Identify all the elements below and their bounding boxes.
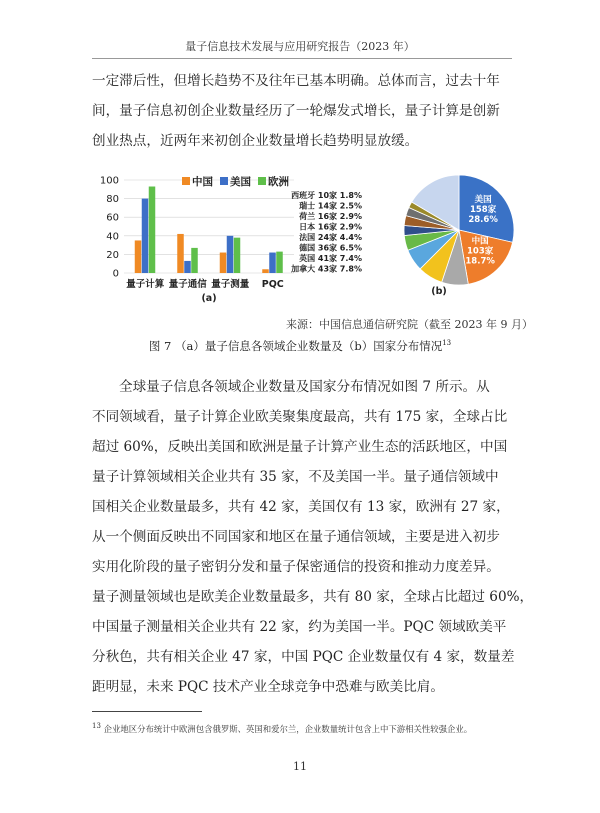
legend-label: 中国 bbox=[192, 176, 213, 188]
header-divider bbox=[92, 58, 512, 59]
legend-label: 欧洲 bbox=[268, 176, 289, 188]
legend-swatch bbox=[182, 177, 190, 185]
page-number: 11 bbox=[293, 760, 307, 773]
text-line: 距明显，未来 PQC 技术产业全球竞争中恐难与欧美比肩。 bbox=[92, 679, 444, 695]
slice-label: 28.6% bbox=[468, 214, 498, 225]
figure-caption bbox=[0, 338, 600, 354]
slice-label: 荷兰 16家 2.9% bbox=[299, 212, 362, 221]
footnote-divider bbox=[92, 711, 202, 712]
text-line: 国相关企业数量最多，共有 42 家，美国仅有 13 家，欧洲有 27 家， bbox=[92, 499, 510, 515]
bar bbox=[262, 269, 269, 273]
text-line: 中国量子测量相关企业共有 22 家，约为美国一半。PQC 领域欧美平 bbox=[92, 619, 507, 635]
intro-paragraph bbox=[92, 66, 512, 156]
bar bbox=[135, 240, 142, 273]
x-tick-label: 量子测量 bbox=[211, 279, 250, 290]
slice-label: 103家 bbox=[467, 246, 494, 257]
slice-label: 美国 bbox=[474, 194, 492, 205]
bar bbox=[269, 253, 276, 273]
footnote-mark: 13 bbox=[92, 722, 101, 730]
slice-label: 英国 41家 7.4% bbox=[299, 254, 362, 263]
legend-swatch bbox=[258, 177, 266, 185]
text-line: 超过 60%，反映出美国和欧洲是量子计算产业生态的活跃地区，中国 bbox=[92, 439, 508, 455]
panel-label: (a) bbox=[201, 293, 217, 304]
text-line: 分秋色，共有相关企业 47 家，中国 PQC 企业数量仅有 4 家，数量差 bbox=[92, 649, 515, 665]
slice-label: 西班牙 10家 1.8% bbox=[291, 191, 362, 200]
bar bbox=[191, 248, 198, 273]
y-tick-label: 80 bbox=[106, 194, 119, 206]
y-tick-label: 60 bbox=[106, 212, 119, 224]
slice-label: 瑞士 14家 2.5% bbox=[299, 201, 362, 211]
figure-source: 来源：中国信息通信研究院（截至 2023 年 9 月） bbox=[286, 318, 533, 331]
y-tick-label: 0 bbox=[112, 268, 119, 280]
y-tick-label: 40 bbox=[106, 231, 119, 243]
bar bbox=[220, 253, 227, 273]
caption-text: 图 7 （a）量子信息各领域企业数量及（b）国家分布情况 bbox=[148, 339, 443, 353]
caption-footnote-ref: 13 bbox=[442, 339, 452, 348]
slice-label: 法国 24家 4.4% bbox=[299, 233, 362, 242]
text-line: 量子测量领域也是欧美企业数量最多，共有 80 家，全球占比超过 60%， bbox=[92, 589, 534, 605]
text-line: 全球量子信息各领域企业数量及国家分布情况如图 7 所示。从 bbox=[119, 379, 490, 395]
pie-chart bbox=[290, 175, 514, 297]
bar bbox=[149, 187, 156, 273]
x-tick-label: PQC bbox=[261, 279, 284, 290]
panel-label: (b) bbox=[431, 286, 447, 297]
footnote bbox=[92, 722, 532, 735]
bar bbox=[142, 199, 149, 273]
y-tick-label: 20 bbox=[106, 249, 119, 261]
text-line: 量子计算领域相关企业共有 35 家，不及美国一半。量子通信领域中 bbox=[92, 469, 499, 485]
bar bbox=[184, 261, 191, 273]
x-tick-label: 量子计算 bbox=[126, 279, 165, 290]
figure-7 bbox=[94, 170, 514, 310]
text-line: 不同领域看，量子计算企业欧美聚集度最高，共有 175 家，全球占比 bbox=[92, 409, 508, 425]
footnote-text: 企业地区分布统计中欧洲包含俄罗斯、英国和爱尔兰，企业数量统计包含上中下游相关性较强企业。 bbox=[103, 723, 473, 734]
y-tick-label: 100 bbox=[99, 175, 119, 187]
legend-swatch bbox=[220, 177, 228, 185]
text-line: 从一个侧面反映出不同国家和地区在量子通信领域，主要是进入初步 bbox=[92, 529, 500, 545]
body-paragraph bbox=[92, 372, 534, 702]
running-header: 量子信息技术发展与应用研究报告（2023 年） bbox=[185, 40, 415, 53]
text-line: 间，量子信息初创企业数量经历了一轮爆发式增长，量子计算是创新 bbox=[92, 103, 500, 119]
slice-label: 德国 36家 6.5% bbox=[299, 243, 362, 253]
text-line: 实用化阶段的量子密钥分发和量子保密通信的投资和推动力度差异。 bbox=[92, 559, 500, 575]
bar bbox=[177, 234, 184, 273]
bar-chart bbox=[100, 175, 294, 304]
slice-label: 日本 16家 2.9% bbox=[299, 222, 362, 232]
slice-label: 18.7% bbox=[465, 256, 495, 267]
bar bbox=[276, 252, 283, 273]
x-tick-label: 量子通信 bbox=[168, 279, 207, 290]
legend-label: 美国 bbox=[230, 176, 251, 188]
bar bbox=[227, 236, 234, 273]
text-line: 一定滞后性，但增长趋势不及往年已基本明确。总体而言，过去十年 bbox=[92, 73, 500, 89]
bar bbox=[234, 238, 241, 273]
text-line: 创业热点，近两年来初创企业数量增长趋势明显放缓。 bbox=[92, 133, 419, 149]
slice-label: 158家 bbox=[469, 204, 497, 215]
slice-label: 加拿大 43家 7.8% bbox=[291, 264, 362, 274]
slice-label: 中国 bbox=[471, 236, 489, 247]
